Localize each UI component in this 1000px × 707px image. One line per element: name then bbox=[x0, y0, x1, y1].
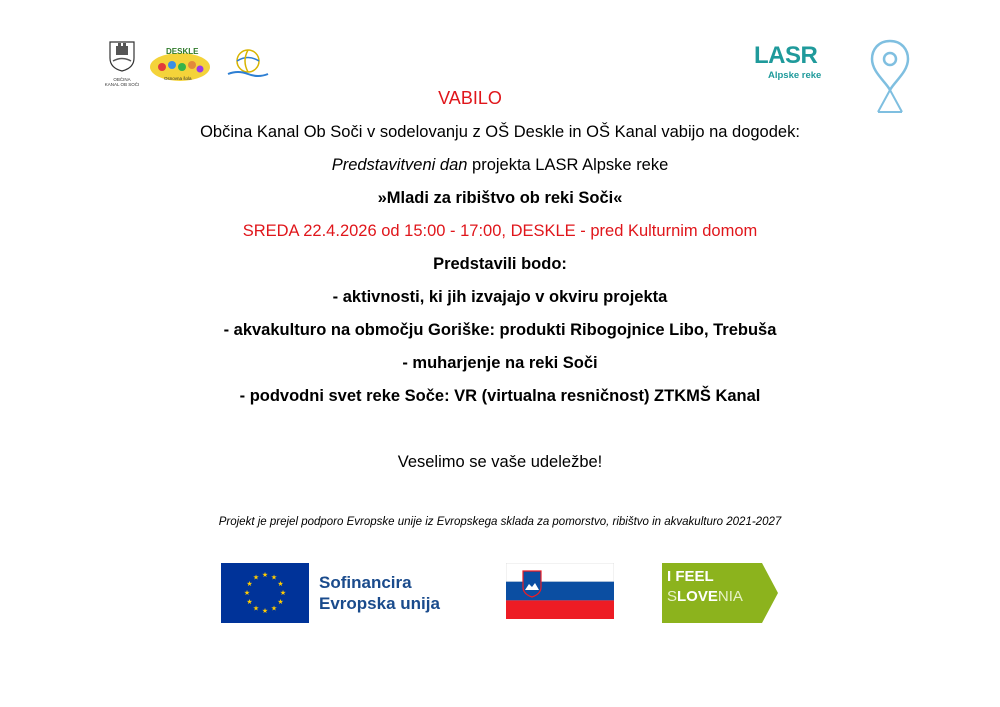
school-deskle-logo bbox=[148, 45, 212, 83]
svg-text:★: ★ bbox=[261, 571, 269, 579]
event-name: »Mladi za ribištvo ob reki Soči« bbox=[377, 189, 623, 207]
support-note: Projekt je prejel podporo Evropske unije iz Evropskega sklada za pomorstvo, ribištvo in akvakulturo 2021-2027 bbox=[218, 516, 782, 528]
ifeel-love: LOVE bbox=[677, 588, 718, 605]
svg-text:★: ★ bbox=[243, 589, 251, 597]
i-feel-slovenia-logo bbox=[662, 563, 780, 623]
ifeel-s: S bbox=[667, 588, 678, 605]
project-rest: projekta LASR Alpske reke bbox=[467, 156, 669, 174]
ifeel-line2 bbox=[667, 588, 743, 605]
svg-text:★: ★ bbox=[261, 607, 269, 615]
lasr-logo bbox=[754, 42, 840, 84]
invitation-title: VABILO bbox=[438, 88, 502, 108]
svg-text:★: ★ bbox=[270, 573, 278, 582]
presented-item: - podvodni svet reke Soče: VR (virtualna resničnost) ZTKMŠ Kanal bbox=[239, 387, 761, 405]
presented-item: - muharjenje na reki Soči bbox=[402, 354, 598, 372]
lasr-name: LASR bbox=[754, 42, 818, 69]
project-italic: Predstavitveni dan bbox=[331, 156, 468, 174]
school-subtitle: Osnovna šola bbox=[164, 76, 192, 81]
eu-cofunded-logo bbox=[221, 563, 471, 623]
presented-item: - aktivnosti, ki jih izvajajo v okviru projekta bbox=[332, 288, 668, 306]
school-kanal-logo bbox=[224, 46, 272, 80]
invitation-intro: Občina Kanal Ob Soči v sodelovanju z OŠ Deskle in OŠ Kanal vabijo na dogodek: bbox=[200, 123, 800, 141]
svg-text:★: ★ bbox=[270, 604, 278, 613]
municipality-caption: OBČINA KANAL OB SOČI bbox=[104, 77, 140, 87]
ball-icon bbox=[224, 46, 272, 80]
svg-text:★: ★ bbox=[277, 580, 284, 588]
svg-text:★: ★ bbox=[279, 589, 287, 597]
eu-cofunded-line1: Sofinancira bbox=[319, 573, 412, 592]
svg-text:★: ★ bbox=[277, 598, 284, 606]
slovenia-flag-icon bbox=[506, 563, 614, 619]
presented-item: - akvakulturo na območju Goriške: produkti Ribogojnice Libo, Trebuša bbox=[223, 321, 777, 339]
svg-text:★: ★ bbox=[252, 604, 260, 613]
municipality-logo bbox=[104, 38, 140, 87]
ifeel-line1: I FEEL bbox=[667, 568, 714, 585]
closing-line: Veselimo se vaše udeležbe! bbox=[397, 453, 603, 471]
svg-text:★: ★ bbox=[246, 598, 253, 606]
coat-of-arms-icon bbox=[104, 38, 140, 72]
eu-cofunded-line2: Evropska unija bbox=[319, 594, 440, 613]
eu-flag-icon bbox=[221, 563, 309, 623]
event-date-line: SREDA 22.4.2026 od 15:00 - 17:00, DESKLE - pred Kulturnim domom bbox=[242, 222, 758, 240]
ifeel-nia: NIA bbox=[717, 588, 743, 605]
school-name: DESKLE bbox=[166, 47, 199, 56]
svg-text:★: ★ bbox=[246, 580, 253, 588]
presented-heading: Predstavili bodo: bbox=[433, 255, 567, 273]
lasr-subtitle: Alpske reke bbox=[768, 70, 822, 81]
svg-text:★: ★ bbox=[252, 573, 260, 582]
project-line bbox=[0, 156, 1000, 175]
